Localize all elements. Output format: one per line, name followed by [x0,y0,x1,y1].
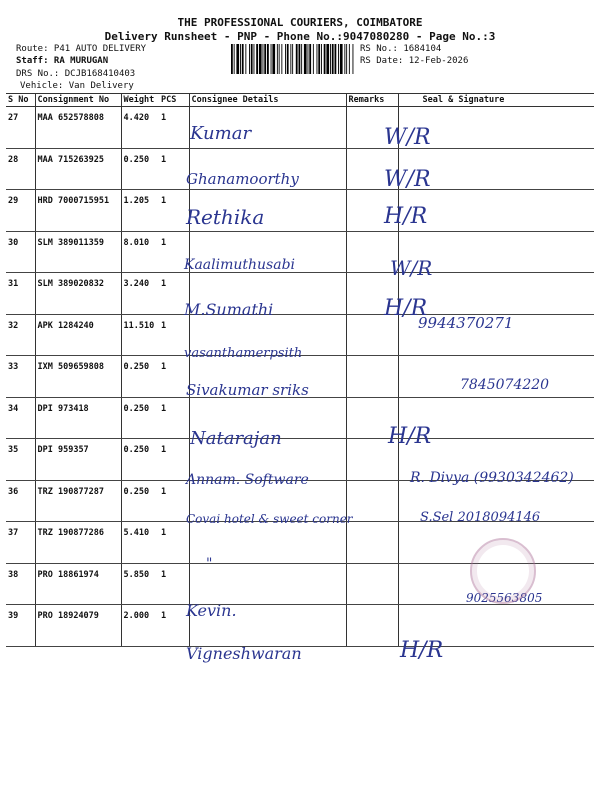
row-sno: 31 [6,273,35,315]
row-remarks-cell [346,356,398,398]
row-weight: 4.420 [121,107,159,149]
barcode-bar [242,44,244,74]
row-sno: 30 [6,231,35,273]
barcode-bar [290,44,291,74]
barcode-bar [256,44,258,74]
row-weight: 11.510 [121,314,159,356]
handwritten-signature: W/R [384,167,431,192]
col-signature: Seal & Signature [398,94,594,107]
rs-number: RS No.: 1684104 [360,44,442,54]
barcode-bar [304,44,307,74]
row-remarks-cell [346,480,398,522]
barcode-bar [321,44,322,74]
barcode-bar [292,44,293,74]
barcode-bar [264,44,266,74]
table-row [6,190,594,232]
handwritten-signature: 9944370271 [418,314,514,332]
barcode-bar [249,44,250,74]
col-weight: Weight [121,94,159,107]
handwritten-signature: R. Divya (9930342462) [410,470,574,486]
table-row [6,107,594,149]
barcode-bar [277,44,278,74]
company-title: THE PROFESSIONAL COURIERS, COIMBATORE [177,16,423,29]
barcode-bar [324,44,326,74]
barcode-bar [263,44,264,74]
barcode-bar [271,44,272,74]
row-weight: 0.250 [121,480,159,522]
handwritten-signature: H/R [388,424,432,449]
handwritten-signature: H/R [384,204,428,229]
row-consignment: MAA 652578808 [35,107,121,149]
col-pcs: PCS [159,94,189,107]
row-sno: 29 [6,190,35,232]
barcode-bar [344,44,345,74]
row-sno: 39 [6,605,35,647]
row-pcs: 1 [159,439,189,481]
row-sno: 32 [6,314,35,356]
row-sno: 36 [6,480,35,522]
barcode-bar [240,44,241,74]
row-weight: 5.850 [121,563,159,605]
handwritten-signature: 7845074220 [460,377,550,393]
barcode-bar [231,44,233,74]
handwritten-consignee: Natarajan [190,428,282,449]
barcode-bar [251,44,253,74]
route-label: Route: P41 AUTO DELIVERY [16,44,147,54]
handwritten-signature: H/R [384,296,428,321]
table-row [6,605,594,647]
barcode-bar [236,44,239,74]
handwritten-signature: 9025563805 [466,591,543,605]
col-sno: S No [6,94,35,107]
row-pcs: 1 [159,231,189,273]
row-pcs: 1 [159,273,189,315]
table-row [6,397,594,439]
handwritten-consignee: Kaalimuthusabi [184,257,296,273]
row-weight: 0.250 [121,356,159,398]
col-consignee: Consignee Details [189,94,346,107]
row-pcs: 1 [159,190,189,232]
table-row [6,273,594,315]
handwritten-consignee: vasanthamerpsith [184,346,303,361]
barcode-bar [349,44,350,74]
handwritten-consignee: Vigneshwaran [186,644,302,663]
row-pcs: 1 [159,397,189,439]
handwritten-consignee: " [206,556,213,572]
barcode-bar [254,44,255,74]
barcode-bar [313,44,314,74]
staff-label: Staff: RA MURUGAN [16,56,109,66]
row-consignment: SLM 389011359 [35,231,121,273]
row-pcs: 1 [159,605,189,647]
barcode-bar [317,44,318,74]
barcode-bar [330,44,331,74]
row-consignment: DPI 959357 [35,439,121,481]
handwritten-consignee: Kevin. [186,601,237,620]
runsheet-subtitle: Delivery Runsheet - PNP - Phone No.:9047080280 - Page No.:3 [104,30,496,43]
row-pcs: 1 [159,314,189,356]
handwritten-consignee: Ghanamoorthy [186,170,299,188]
vehicle-label: Vehicle: Van Delivery [20,81,134,91]
rs-date: RS Date: 12-Feb-2026 [360,56,469,66]
row-consignment: HRD 7000715951 [35,190,121,232]
row-consignment: TRZ 190877286 [35,522,121,564]
row-consignee-cell [189,563,346,605]
row-pcs: 1 [159,480,189,522]
handwritten-signature: S.Sel 2018094146 [420,510,541,525]
row-sno: 33 [6,356,35,398]
row-consignment: IXM 509659808 [35,356,121,398]
barcode-bar [326,44,329,74]
barcode-bar [332,44,334,74]
row-consignment: PRO 18861974 [35,563,121,605]
barcode-bar [318,44,320,74]
row-signature-cell [398,190,594,232]
barcode-bar [287,44,289,74]
handwritten-signature: W/R [384,125,431,150]
barcode-bar [285,44,286,74]
row-consignee-cell [189,522,346,564]
row-pcs: 1 [159,148,189,190]
table-row [6,231,594,273]
barcode-bar [299,44,301,74]
row-pcs: 1 [159,563,189,605]
row-consignment: DPI 973418 [35,397,121,439]
barcode-bar [338,44,339,74]
row-consignment: SLM 389020832 [35,273,121,315]
row-pcs: 1 [159,107,189,149]
row-remarks-cell [346,563,398,605]
row-remarks-cell [346,605,398,647]
barcode-bar [309,44,311,74]
row-weight: 1.205 [121,190,159,232]
row-consignment: PRO 18924079 [35,605,121,647]
row-sno: 28 [6,148,35,190]
handwritten-consignee: Sivakumar sriks [186,381,309,399]
row-weight: 0.250 [121,439,159,481]
handwritten-consignee: Rethika [186,205,265,229]
barcode-bar [301,44,302,74]
table-row [6,148,594,190]
row-weight: 0.250 [121,397,159,439]
handwritten-signature: H/R [400,638,444,663]
barcode-bar [340,44,343,74]
barcode-bar [353,44,354,74]
barcode-bar [234,44,235,74]
row-weight: 5.410 [121,522,159,564]
barcode-bar [245,44,246,74]
barcode-bar [281,44,282,74]
row-sno: 38 [6,563,35,605]
barcode-bar [335,44,337,74]
barcode-bar [279,44,280,74]
handwritten-consignee: Covai hotel & sweet corner [186,512,353,526]
row-consignment: APK 1284240 [35,314,121,356]
handwritten-signature: W/R [390,256,433,280]
barcode-bar [296,44,298,74]
drs-number: DRS No.: DCJB168410403 [16,69,136,79]
row-weight: 2.000 [121,605,159,647]
barcode-bar [308,44,309,74]
row-consignment: TRZ 190877287 [35,480,121,522]
row-weight: 8.010 [121,231,159,273]
table-header-row [6,94,594,107]
row-weight: 0.250 [121,148,159,190]
barcode [231,44,356,74]
row-sno: 27 [6,107,35,149]
handwritten-consignee: M.Sumathi [184,300,274,319]
col-consignment: Consignment No [35,94,121,107]
row-sno: 34 [6,397,35,439]
row-sno: 35 [6,439,35,481]
barcode-bar [267,44,269,74]
col-remarks: Remarks [346,94,398,107]
barcode-bar [259,44,262,74]
seal-stamp [470,538,536,604]
handwritten-consignee: Annam. Software [186,472,309,488]
row-weight: 3.240 [121,273,159,315]
row-sno: 37 [6,522,35,564]
row-pcs: 1 [159,356,189,398]
row-pcs: 1 [159,522,189,564]
barcode-bar [346,44,347,74]
row-consignment: MAA 715263925 [35,148,121,190]
handwritten-consignee: Kumar [190,123,252,144]
row-remarks-cell [346,522,398,564]
barcode-bar [272,44,275,74]
